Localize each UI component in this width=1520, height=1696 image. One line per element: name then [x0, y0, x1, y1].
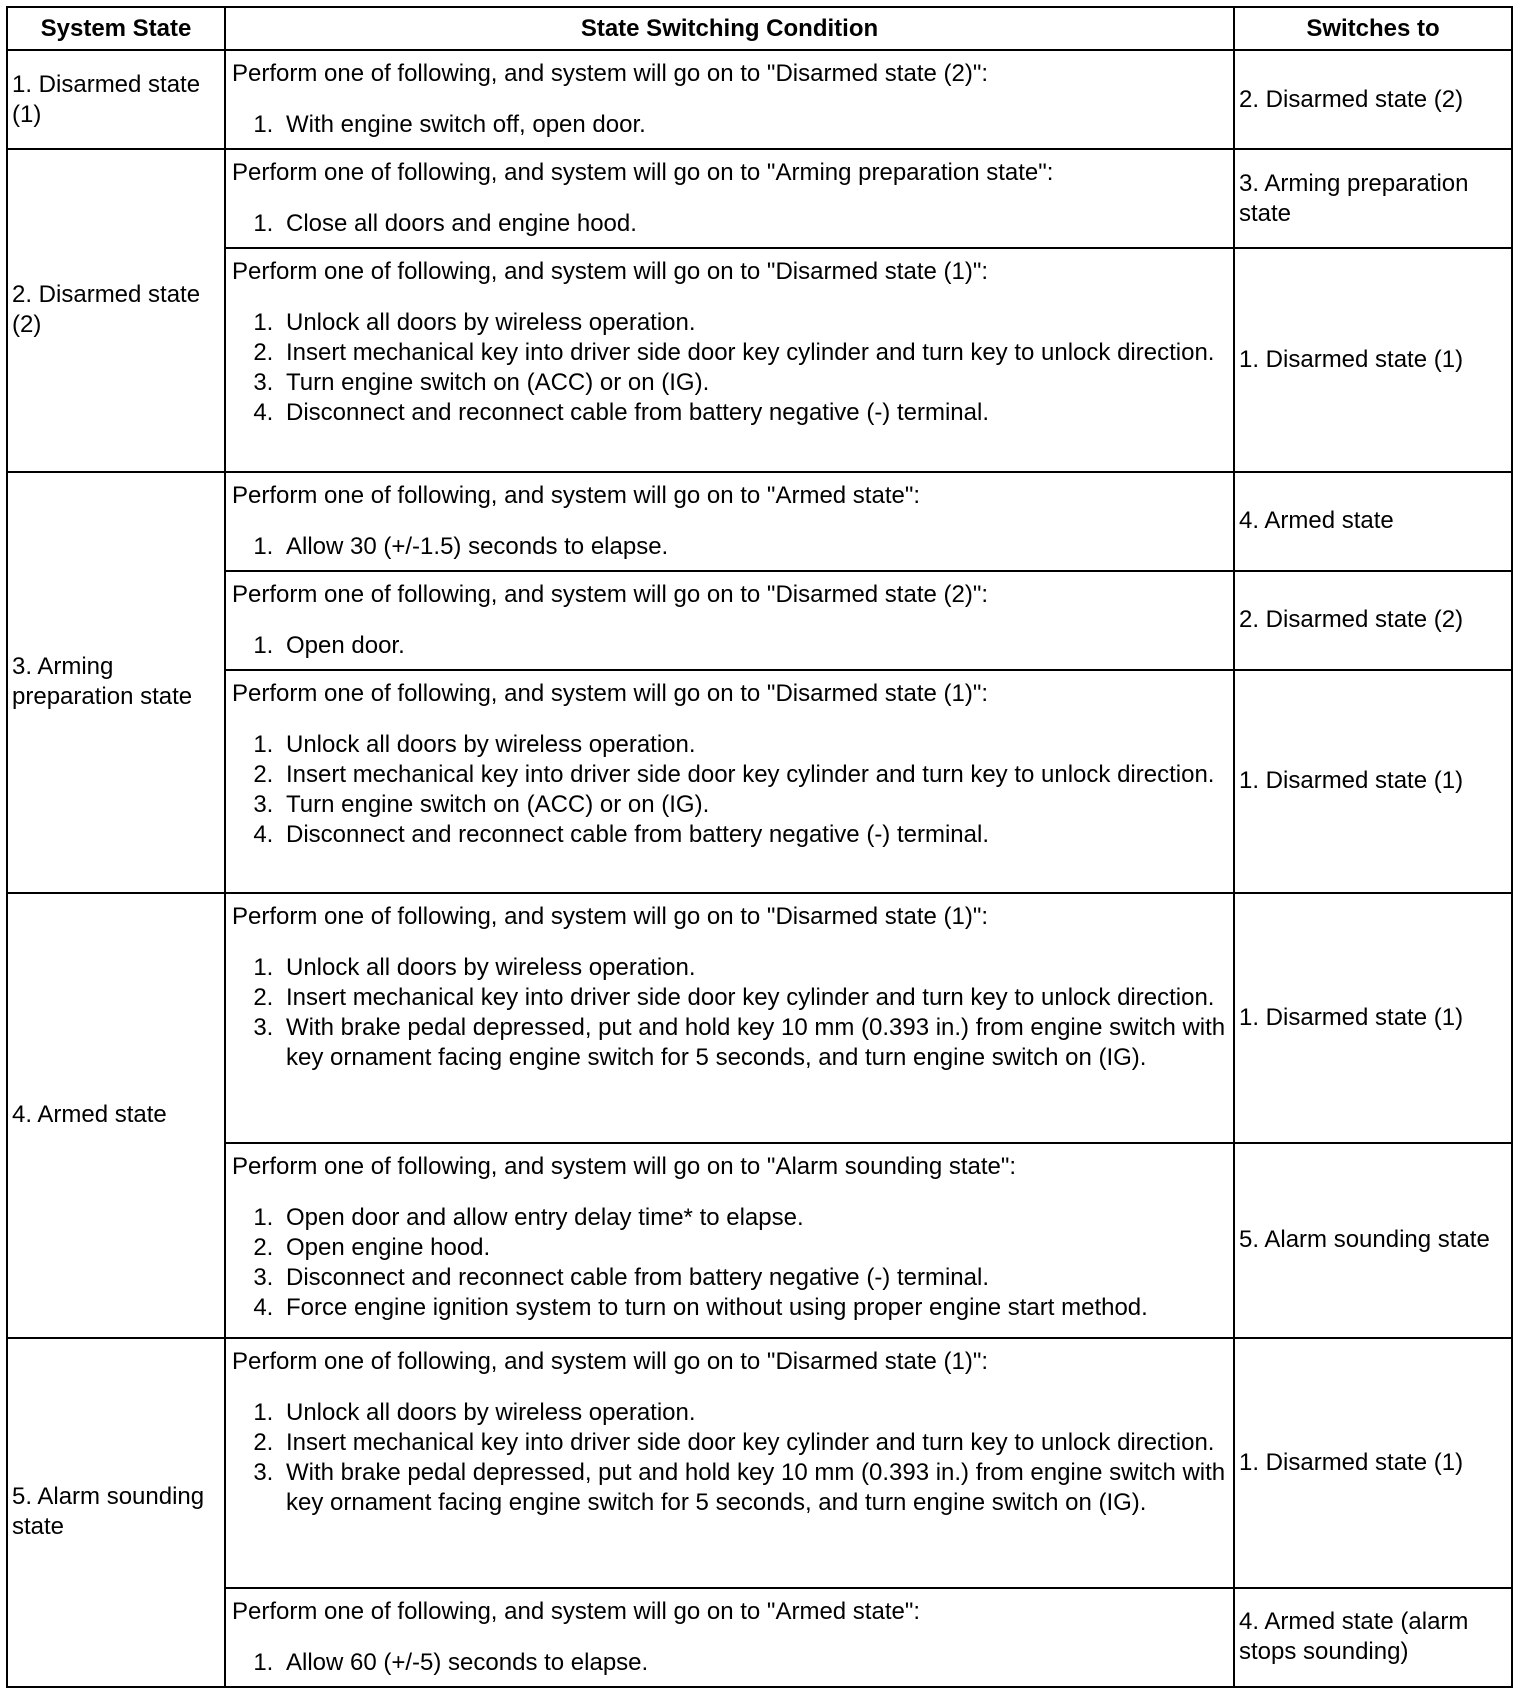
header-row [7, 7, 1512, 50]
condition-cell [225, 472, 1234, 571]
condition-intro: Perform one of following, and system will go on to "Disarmed state (1)": [232, 258, 989, 286]
condition-steps-list [232, 308, 1227, 428]
switches-to-cell: 1. Disarmed state (1) [1234, 1338, 1512, 1588]
condition-steps-list [232, 730, 1227, 850]
table-row [7, 248, 1512, 471]
condition-steps-list [232, 631, 1227, 661]
condition-step: 1. Unlock all doors by wireless operation. [280, 308, 1227, 338]
condition-step: 1. Allow 60 (+/-5) seconds to elapse. [280, 1648, 1227, 1678]
system-state-cell: 3. Arming preparation state [7, 472, 225, 894]
condition-cell [225, 1338, 1234, 1588]
table-row [7, 1338, 1512, 1588]
condition-steps-list [232, 1398, 1227, 1518]
condition-steps-list [232, 110, 1227, 140]
condition-cell [225, 670, 1234, 893]
switches-to-cell: 1. Disarmed state (1) [1234, 670, 1512, 893]
condition-step: 1. Open door. [280, 631, 1227, 661]
system-state-cell: 2. Disarmed state (2) [7, 149, 225, 471]
condition-step: 2. Insert mechanical key into driver side door key cylinder and turn key to unlock direction. [280, 983, 1227, 1013]
condition-steps-list [232, 1648, 1227, 1678]
condition-steps-list [232, 1203, 1227, 1323]
table-row [7, 1588, 1512, 1687]
condition-steps-list [232, 532, 1227, 562]
condition-step: 3. With brake pedal depressed, put and hold key 10 mm (0.393 in.) from engine switch with key ornament facing engine switch for 5 seconds, and turn engine switch on (IG). [280, 1458, 1227, 1518]
switches-to-cell: 4. Armed state [1234, 472, 1512, 571]
table-row [7, 670, 1512, 893]
table-row [7, 893, 1512, 1143]
table-row [7, 472, 1512, 571]
switches-to-cell: 1. Disarmed state (1) [1234, 893, 1512, 1143]
condition-cell [225, 149, 1234, 248]
condition-step: 3. Turn engine switch on (ACC) or on (IG). [280, 368, 1227, 398]
system-state-cell: 5. Alarm sounding state [7, 1338, 225, 1687]
condition-step: 2. Open engine hood. [280, 1233, 1227, 1263]
switches-to-cell: 1. Disarmed state (1) [1234, 248, 1512, 471]
state-switching-table [6, 6, 1513, 1688]
condition-step: 1. Unlock all doors by wireless operation. [280, 1398, 1227, 1428]
condition-cell [225, 1588, 1234, 1687]
condition-intro: Perform one of following, and system will go on to "Disarmed state (1)": [232, 903, 989, 930]
switches-to-cell: 3. Arming preparation state [1234, 149, 1512, 248]
condition-step: 1. Unlock all doors by wireless operation. [280, 953, 1227, 983]
condition-steps-list [232, 209, 1227, 239]
condition-step: 2. Insert mechanical key into driver side door key cylinder and turn key to unlock direction. [280, 338, 1227, 368]
condition-intro: Perform one of following, and system will go on to "Armed state": [232, 481, 921, 509]
condition-step: 2. Insert mechanical key into driver side door key cylinder and turn key to unlock direction. [280, 1428, 1227, 1458]
condition-step: 1. Open door and allow entry delay time* to elapse. [280, 1203, 1227, 1233]
condition-cell [225, 248, 1234, 471]
header-system-state: System State [7, 7, 225, 50]
condition-steps-list [232, 953, 1227, 1073]
condition-step: 1. Unlock all doors by wireless operation. [280, 730, 1227, 760]
condition-step: 1. Close all doors and engine hood. [280, 209, 1227, 239]
condition-intro: Perform one of following, and system will go on to "Disarmed state (2)": [232, 60, 989, 87]
condition-step: 1. With engine switch off, open door. [280, 110, 1227, 140]
condition-cell [225, 893, 1234, 1143]
switches-to-cell: 2. Disarmed state (2) [1234, 50, 1512, 149]
condition-step: 3. Turn engine switch on (ACC) or on (IG). [280, 790, 1227, 820]
condition-intro: Perform one of following, and system will go on to "Disarmed state (2)": [232, 580, 989, 608]
switches-to-cell: 2. Disarmed state (2) [1234, 571, 1512, 670]
condition-intro: Perform one of following, and system will go on to "Alarm sounding state": [232, 1152, 1017, 1180]
switches-to-cell: 5. Alarm sounding state [1234, 1143, 1512, 1338]
condition-step: 4. Disconnect and reconnect cable from battery negative (-) terminal. [280, 820, 1227, 850]
condition-step: 4. Force engine ignition system to turn on without using proper engine start method. [280, 1293, 1227, 1323]
table-body [7, 50, 1512, 1687]
condition-intro: Perform one of following, and system will go on to "Arming preparation state": [232, 159, 1054, 187]
header-state-switching-condition: State Switching Condition [225, 7, 1234, 50]
table-row [7, 50, 1512, 149]
condition-cell [225, 1143, 1234, 1338]
condition-intro: Perform one of following, and system will go on to "Disarmed state (1)": [232, 679, 989, 707]
condition-cell [225, 50, 1234, 149]
condition-intro: Perform one of following, and system will go on to "Disarmed state (1)": [232, 1347, 989, 1375]
condition-step: 3. With brake pedal depressed, put and hold key 10 mm (0.393 in.) from engine switch with key ornament facing engine switch for 5 seconds, and turn engine switch on (IG). [280, 1013, 1227, 1073]
condition-cell [225, 571, 1234, 670]
condition-intro: Perform one of following, and system will go on to "Armed state": [232, 1597, 921, 1625]
condition-step: 2. Insert mechanical key into driver side door key cylinder and turn key to unlock direction. [280, 760, 1227, 790]
system-state-cell: 4. Armed state [7, 893, 225, 1338]
table-row [7, 571, 1512, 670]
switches-to-cell: 4. Armed state (alarm stops sounding) [1234, 1588, 1512, 1687]
table-row [7, 1143, 1512, 1338]
condition-step: 3. Disconnect and reconnect cable from battery negative (-) terminal. [280, 1263, 1227, 1293]
table-row [7, 149, 1512, 248]
system-state-cell: 1. Disarmed state (1) [7, 50, 225, 149]
condition-step: 4. Disconnect and reconnect cable from battery negative (-) terminal. [280, 398, 1227, 428]
condition-step: 1. Allow 30 (+/-1.5) seconds to elapse. [280, 532, 1227, 562]
header-switches-to: Switches to [1234, 7, 1512, 50]
